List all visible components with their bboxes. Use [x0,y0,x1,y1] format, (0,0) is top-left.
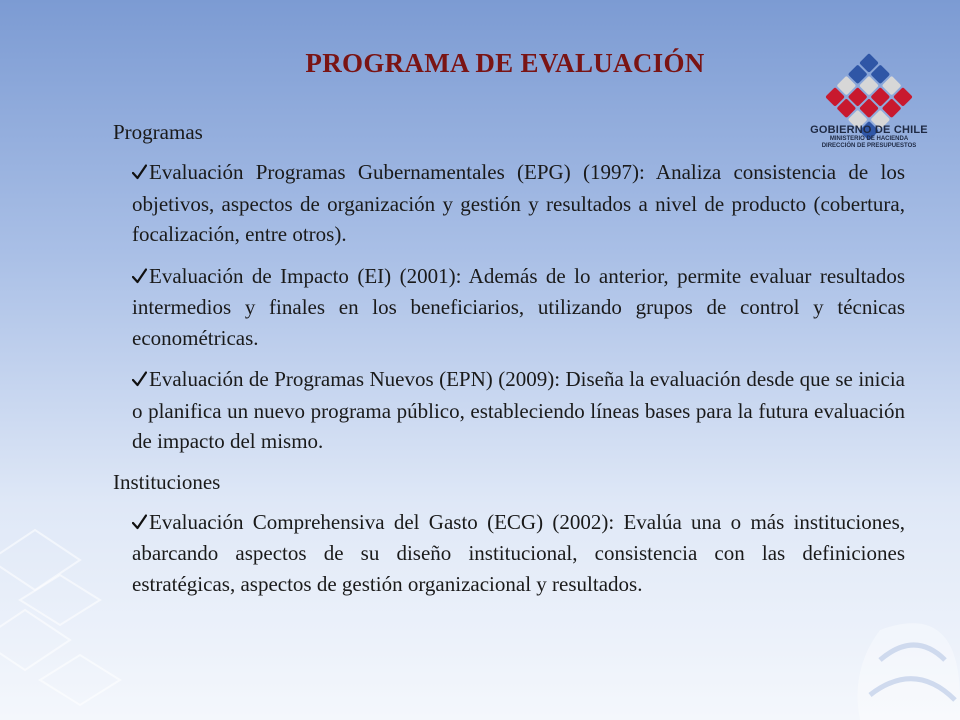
list-item-text: Evaluación de Impacto (EI) (2001): Además de lo anterior, permite evaluar resultados intermedios y finales en los beneficiarios, utilizando grupos de control y técnicas econométricas. [132,263,905,350]
checkmark-icon [132,262,149,293]
slide-content [113,118,905,599]
section-heading-programas: Programas [113,120,203,144]
list-item [132,364,905,457]
checkmark-icon [132,158,149,189]
list-item [132,157,905,250]
logo-line-2: MINISTERIO DE HACIENDA [829,136,909,142]
list-item-text: Evaluación de Programas Nuevos (EPN) (2009): Diseña la evaluación desde que se inicia o planifica un nuevo programa público, estableciendo líneas bases para la futura evaluación de impacto del mismo. [132,367,905,453]
section-heading-instituciones: Instituciones [113,469,221,494]
checkmark-icon [132,508,149,539]
list-item [132,507,905,600]
logo-line-1: GOBIERNO DE CHILE [810,124,928,136]
slide-title: PROGRAMA DE EVALUACIÓN [305,48,705,78]
logo-line-3: DIRECCIÓN DE PRESUPUESTOS [821,143,917,149]
list-item-text: Evaluación Programas Gubernamentales (EPG) (1997): Analiza consistencia de los objetivos, aspectos de organización y gestión y resultados a nivel de producto (cobertura, focalización, entre otros). [132,160,905,246]
checkmark-icon [132,365,149,396]
list-item [132,261,905,354]
list-item-text: Evaluación Comprehensiva del Gasto (ECG) (2002): Evalúa una o más instituciones, abarcando aspectos de su diseño institucional, consistencia con las definiciones estratégicas, aspectos de gestión organizacional y resultados. [132,509,905,596]
